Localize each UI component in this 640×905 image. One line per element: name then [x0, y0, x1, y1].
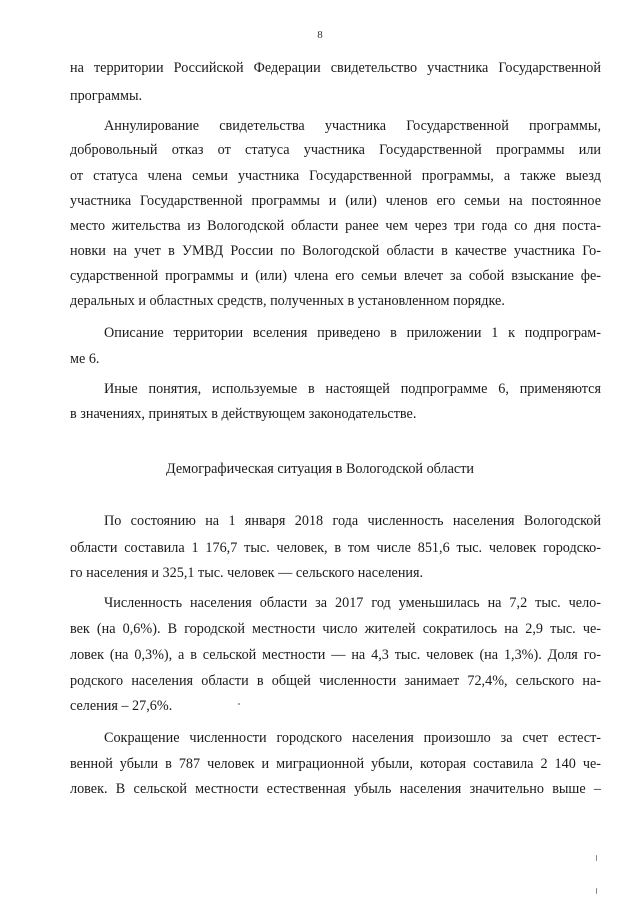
page-number: 8 [317, 29, 323, 41]
paragraph-line: ловек (на 0,3%), а в сельской местности — на 4,3 тыс. человек (на 1,3%). Доля го- [70, 647, 601, 663]
paragraph-line: добровольный отказ от статуса участника Государственной программы или [70, 142, 601, 158]
paragraph-line: век (на 0,6%). В городской местности число жителей сократилось на 2,9 тыс. че- [70, 621, 601, 637]
paragraph-line: место жительства из Вологодской области ранее чем через три года со дня поста- [70, 218, 601, 234]
paragraph-line: на территории Российской Федерации свидетельство участника Государственной [70, 60, 601, 76]
paragraph-line: сударственной программы и (или) члена его семьи влечет за собой взыскание фе- [70, 268, 601, 284]
paragraph-line: программы. [70, 88, 143, 104]
paragraph-line: новки на учет в УМВД России по Вологодской области в качестве участника Го- [70, 243, 601, 259]
scan-speck [596, 888, 597, 894]
paragraph-line: ме 6. [70, 351, 100, 367]
paragraph-line: ловек. В сельской местности естественная убыль населения значительно выше – [70, 781, 601, 797]
paragraph-line: участника Государственной программы и (или) членов его семьи на постоянное [70, 193, 601, 209]
paragraph-line: родского населения области в общей численности занимает 72,4%, сельского на- [70, 673, 601, 689]
paragraph-line: По состоянию на 1 января 2018 года численность населения Вологодской [104, 513, 601, 529]
paragraph-line: деральных и областных средств, полученных в установленном порядке. [70, 293, 505, 309]
section-heading: Демографическая ситуация в Вологодской области [166, 461, 474, 477]
paragraph-line: Сокращение численности городского населения произошло за счет естест- [104, 730, 601, 746]
paragraph-line: области составила 1 176,7 тыс. человек, в том числе 851,6 тыс. человек городско- [70, 540, 601, 556]
paragraph-line: Иные понятия, используемые в настоящей подпрограмме 6, применяются [104, 381, 601, 397]
scan-speck [238, 703, 240, 705]
paragraph-line: го населения и 325,1 тыс. человек — сельского населения. [70, 565, 424, 581]
paragraph-line: от статуса члена семьи участника Государственной программы, а также выезд [70, 168, 601, 184]
paragraph-line: Численность населения области за 2017 год уменьшилась на 7,2 тыс. чело- [104, 595, 601, 611]
paragraph-line: венной убыли в 787 человек и миграционной убыли, которая составила 2 140 че- [70, 756, 601, 772]
paragraph-line: селения – 27,6%. [70, 698, 173, 714]
paragraph-line: в значениях, принятых в действующем законодательстве. [70, 406, 417, 422]
scan-speck [596, 855, 597, 861]
paragraph-line: Описание территории вселения приведено в приложении 1 к подпрограм- [104, 325, 601, 341]
paragraph-line: Аннулирование свидетельства участника Государственной программы, [104, 118, 601, 134]
